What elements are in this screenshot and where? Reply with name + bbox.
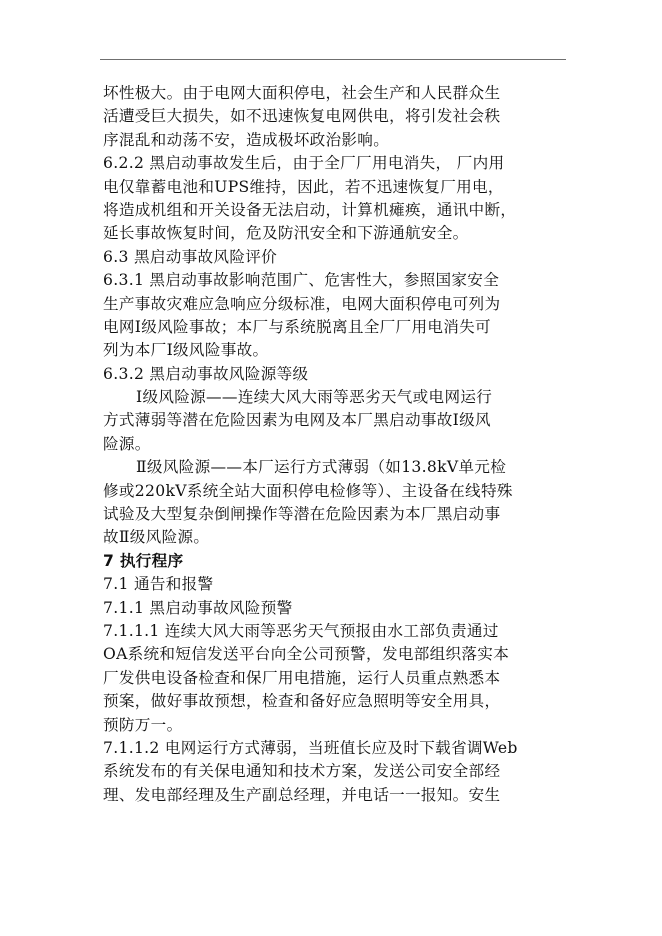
text-line: 厂发供电设备检查和保厂用电措施，运行人员重点熟悉本	[103, 668, 501, 687]
text-line: 试验及大型复杂倒闸操作等潜在危险因素为本厂黑启动事	[103, 505, 501, 524]
document-body	[103, 82, 563, 807]
text-line: 系统发布的有关保电通知和技术方案，发送公司安全部经	[103, 762, 501, 781]
level-1-risk-source-text: Ⅰ级风险源——连续大风大雨等恶劣天气或电网运行	[136, 388, 493, 407]
level-2-risk-source-text: Ⅱ级风险源——本厂运行方式薄弱（如13.8kV单元检	[136, 458, 507, 477]
text-line: 生产事故灾难应急响应分级标准，电网大面积停电可列为	[103, 294, 501, 313]
text-line: 故Ⅱ级风险源。	[103, 528, 210, 547]
text-line: 活遭受巨大损失，如不迅速恢复电网供电，将引发社会秩	[103, 107, 501, 126]
section-7-1-heading: 7.1 通告和报警	[103, 575, 214, 594]
text-line: 将造成机组和开关设备无法启动，计算机瘫痪，通讯中断，	[103, 200, 517, 219]
text-line: 修或220kV系统全站大面积停电检修等）、主设备在线特殊	[103, 481, 513, 500]
section-6-3-2-heading: 6.3.2 黑启动事故风险源等级	[103, 364, 309, 383]
section-7-1-1-1-text: 7.1.1.1 连续大风大雨等恶劣天气预报由水工部负责通过	[103, 621, 499, 640]
section-7-1-1-heading: 7.1.1 黑启动事故风险预警	[103, 598, 293, 617]
section-7-1-1-2-text: 7.1.1.2 电网运行方式薄弱，当班值长应及时下载省调Web	[103, 738, 518, 757]
text-line: 电仅靠蓄电池和UPS维持，因此，若不迅速恢复厂用电，	[103, 177, 504, 196]
section-6-2-2-text: 6.2.2 黑启动事故发生后，由于全厂厂用电消失， 厂内用	[103, 154, 505, 173]
section-7-heading: 7 执行程序	[103, 551, 184, 570]
text-line: 预案，做好事故预想，检查和备好应急照明等安全用具，	[103, 692, 501, 711]
section-6-3-1-text: 6.3.1 黑启动事故影响范围广、危害性大，参照国家安全	[103, 271, 500, 290]
text-line: 序混乱和动荡不安，造成极坏政治影响。	[103, 130, 390, 149]
text-line: 电网Ⅰ级风险事故；本厂与系统脱离且全厂厂用电消失可	[103, 317, 491, 336]
text-line: 预防万一。	[103, 715, 183, 734]
header-rule	[100, 59, 566, 60]
text-line: 延长事故恢复时间，危及防汛安全和下游通航安全。	[103, 224, 469, 243]
text-line: 理、发电部经理及生产副总经理，并电话一一报知。安生	[103, 785, 501, 804]
text-line: 列为本厂Ⅰ级风险事故。	[103, 341, 269, 360]
text-line: OA系统和短信发送平台向全公司预警，发电部组织落实本	[103, 645, 510, 664]
text-line: 险源。	[103, 434, 151, 453]
section-6-3-heading: 6.3 黑启动事故风险评价	[103, 247, 277, 266]
text-line: 坏性极大。由于电网大面积停电，社会生产和人民群众生	[103, 84, 501, 102]
text-line: 方式薄弱等潜在危险因素为电网及本厂黑启动事故Ⅰ级风	[103, 411, 491, 430]
